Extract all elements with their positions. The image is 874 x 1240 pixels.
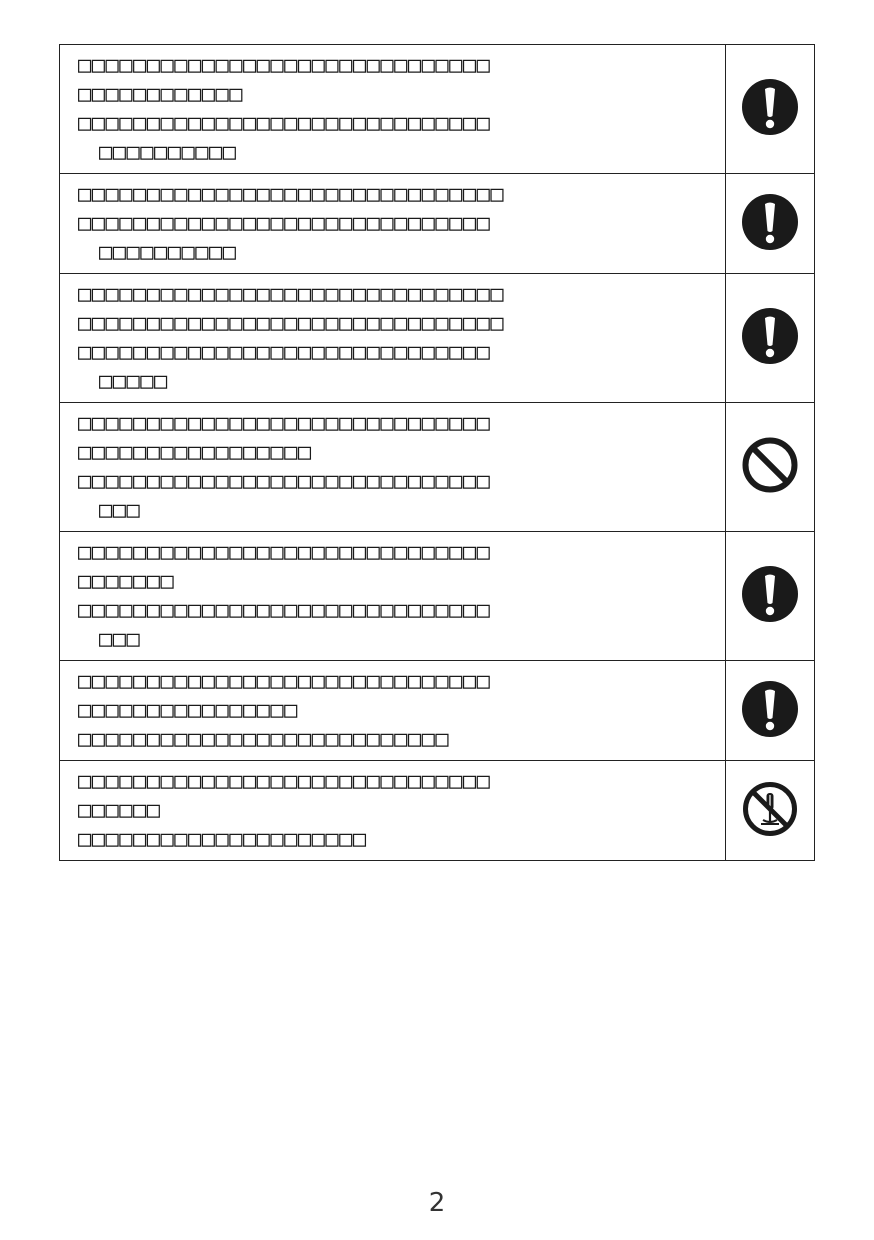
precaution-icon-cell [726,403,814,531]
page-number: 2 [428,1188,446,1218]
precaution-icon-cell [726,661,814,760]
precaution-text-line: □□□□□□□□□□□□□□□□□□□□□□□□□□□□□□ [78,598,491,623]
mandatory-exclamation-icon [741,565,799,627]
precaution-text-line: □□□□□□□□□□□□□□□□□□□□□□□□□□□ [78,727,450,752]
precaution-text-line: □□□□□□□□□□□□□□□□□□□□□ [78,827,367,852]
precaution-text-line: □□□□□□□□□□□□□□□□□□□□□□□□□□□□□□ [78,540,491,565]
precaution-row [60,273,814,402]
precaution-text-line: □□□□□□□□□□□□□□□□□□□□□□□□□□□□□□ [78,340,491,365]
precaution-row [60,402,814,531]
precaution-text-line: □□□□□□□□□□□□□□□□□□□□□□□□□□□□□□ [78,111,491,136]
precaution-text-line: □□□□□□□□□□□□□□□□□□□□□□□□□□□□□□ [78,669,491,694]
precaution-text-line: □□□□□□□□□□□□□□□□□□□□□□□□□□□□□□ [78,211,491,236]
precaution-text-line: □□□□□□□□□□□□□□□□□ [78,440,312,465]
precaution-text-line: □□□□□□ [78,798,161,823]
precaution-text-cell [60,403,726,531]
precaution-text-cell [60,532,726,660]
precaution-icon-cell [726,45,814,173]
precaution-text-line: □□□□□ [99,369,168,394]
precaution-text-line: □□□□□□□ [78,569,175,594]
precaution-text-line: □□□□□□□□□□□□□□□□□□□□□□□□□□□□□□ [78,53,491,78]
precaution-text-cell [60,174,726,273]
precaution-text-line: □□□□□□□□□□□□□□□□□□□□□□□□□□□□□□□ [78,311,505,336]
precaution-text-cell [60,661,726,760]
precaution-text-line: □□□□□□□□□□□□□□□□□□□□□□□□□□□□□□ [78,469,491,494]
precaution-text-line: □□□□□□□□□□ [99,140,237,165]
prohibition-icon [741,436,799,498]
precaution-row [60,173,814,273]
precaution-text-line: □□□□□□□□□□□□□□□□□□□□□□□□□□□□□□□ [78,182,505,207]
precaution-text-line: □□□□□□□□□□□□□□□□ [78,698,298,723]
precaution-text-line: □□□□□□□□□□□□□□□□□□□□□□□□□□□□□□ [78,411,491,436]
precaution-row [60,760,814,860]
precaution-text-line: □□□ [99,627,141,652]
precaution-icon-cell [726,761,814,860]
precaution-icon-cell [726,174,814,273]
precaution-text-line: □□□□□□□□□□ [99,240,237,265]
precaution-icon-cell [726,274,814,402]
mandatory-exclamation-icon [741,680,799,742]
safety-precautions-table [59,44,815,861]
precaution-icon-cell [726,532,814,660]
mandatory-exclamation-icon [741,307,799,369]
precaution-text-line: □□□□□□□□□□□□□□□□□□□□□□□□□□□□□□ [78,769,491,794]
precaution-text-line: □□□ [99,498,141,523]
precaution-text-cell [60,45,726,173]
precaution-row [60,660,814,760]
no-disassembly-icon [741,780,799,842]
precaution-text-cell [60,761,726,860]
precaution-text-line: □□□□□□□□□□□□□□□□□□□□□□□□□□□□□□□ [78,282,505,307]
precaution-row [60,45,814,173]
mandatory-exclamation-icon [741,193,799,255]
precaution-text-cell [60,274,726,402]
mandatory-exclamation-icon [741,78,799,140]
precaution-row [60,531,814,660]
precaution-text-line: □□□□□□□□□□□□ [78,82,243,107]
